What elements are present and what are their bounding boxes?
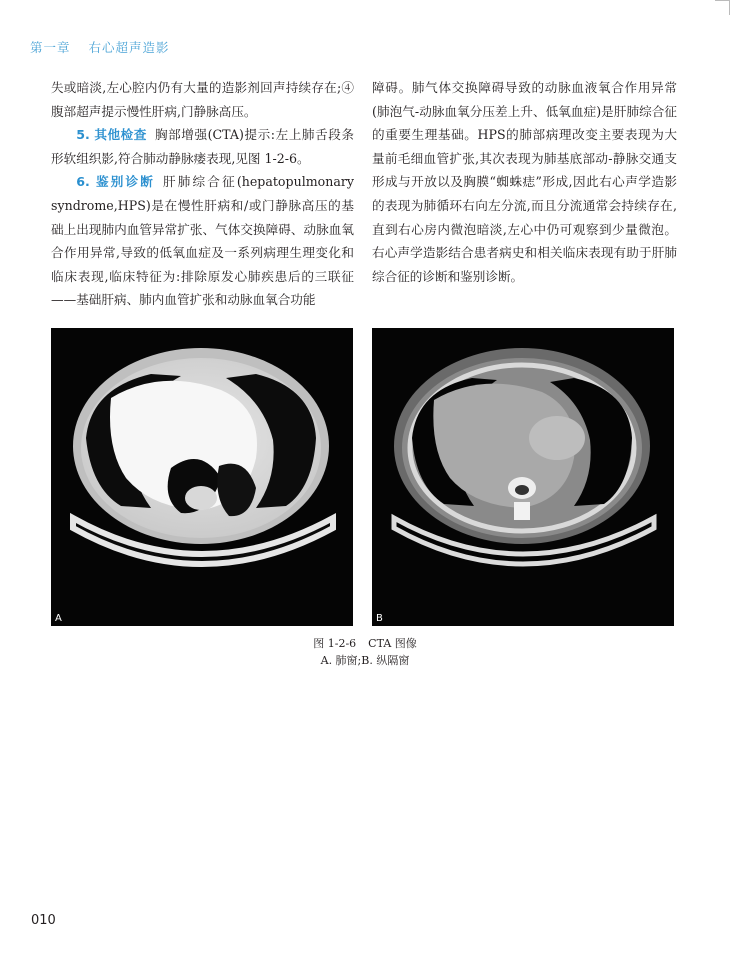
figure-caption [0, 635, 730, 651]
panel-label: A [55, 613, 62, 624]
section-text: 肝肺综合征(hepatopulmonary syndrome,HPS)是在慢性肝病和/或门静脉高压的基础上出现肺内血管异常扩张、气体交换障碍、动脉血氧合作用异常,导致的低氧血症及一系列病理生理变化和临床表现,临床特征为:排除原发心肺疾患后的三联征——基础肝病、肺内血管扩张和动脉血氧合功能 [51, 174, 354, 308]
running-header [30, 38, 188, 56]
section-other-exams [51, 123, 354, 170]
ct-scan-mediastinal-window-graphic [372, 328, 674, 626]
left-column [51, 76, 354, 312]
figure-number: 图 1-2-6 [313, 637, 357, 650]
section-number: 5. [76, 127, 90, 143]
crop-mark [715, 0, 730, 15]
panel-label: B [376, 613, 383, 624]
figure-subcaption: A. 肺窗;B. 纵隔窗 [320, 654, 410, 667]
right-column [372, 76, 677, 288]
section-title: 鉴别诊断 [95, 174, 155, 190]
ct-scan-lung-window-graphic [51, 328, 353, 626]
ct-image-mediastinal-window [372, 328, 674, 626]
paragraph-continuation: 失或暗淡,左心腔内仍有大量的造影剂回声持续存在;④腹部超声提示慢性肝病,门静脉高压。 [51, 80, 354, 119]
chapter-label: 第一章 [30, 40, 71, 55]
page-number: 010 [31, 913, 56, 928]
section-differential-diagnosis [51, 170, 354, 312]
section-title: 其他检查 [94, 127, 147, 143]
paragraph-continuation: 障碍。肺气体交换障碍导致的动脉血液氧合作用异常(肺泡气-动脉血氧分压差上升、低氧血症)是肝肺综合征的重要生理基础。HPS的肺部病理改变主要表现为大量前毛细血管扩张,其次表现为肺基底部动-静脉交通支形成与开放以及胸膜“蜘蛛痣”形成,因此右心声学造影的表现为肺循环右向左分流,而且分流通常会持续存在,直到右心房内微泡暗淡,左心中仍可观察到少量微泡。右心声学造影结合患者病史和相关临床表现有助于肝肺综合征的诊断和鉴别诊断。 [372, 80, 677, 284]
ct-image-lung-window [51, 328, 353, 626]
figure-title: CTA 图像 [368, 637, 417, 650]
section-number: 6. [76, 174, 90, 190]
chapter-title: 右心超声造影 [88, 40, 170, 55]
section-text: 胸部增强(CTA)提示:左上肺舌段条形软组织影,符合肺动静脉瘘表现,见图 1-2-6。 [51, 127, 355, 166]
